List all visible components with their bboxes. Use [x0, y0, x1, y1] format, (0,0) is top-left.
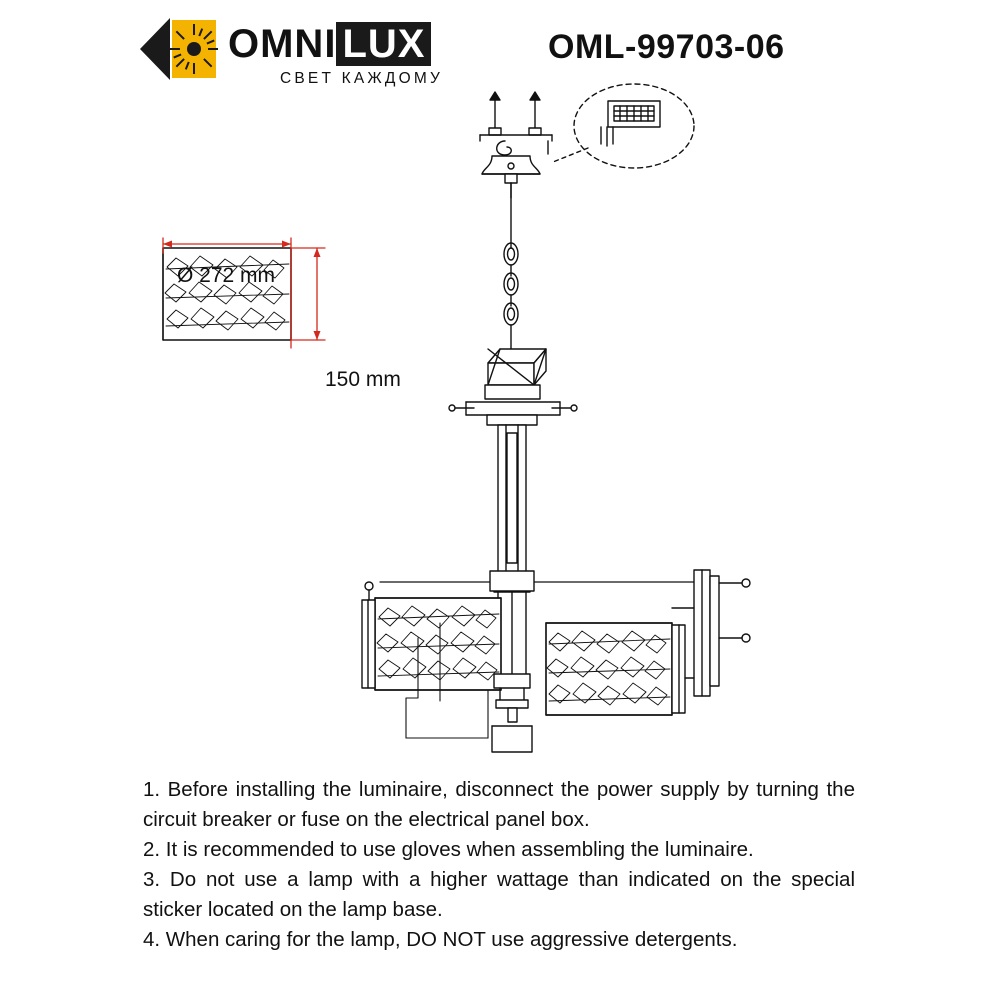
- brand-name-secondary: LUX: [336, 22, 431, 66]
- suspension-chain: [504, 183, 518, 350]
- arm-cross-mount: [449, 349, 577, 425]
- instruction-item-4: 4. When caring for the lamp, DO NOT use aggressive detergents.: [143, 928, 738, 951]
- brand-name-primary: OMNI: [228, 22, 337, 66]
- brand-tagline: СВЕТ КАЖДОМУ: [280, 70, 444, 87]
- brand-wordmark: [228, 20, 431, 68]
- lamp-shade-left: [362, 582, 501, 690]
- ceiling-mount-bracket: [480, 92, 552, 155]
- instruction-item-1: 1. Before installing the luminaire, disconnect the power supply by turning the circuit breaker or fuse on the electrical panel box.: [143, 778, 855, 831]
- bottom-finial: [492, 674, 532, 752]
- dimension-label-diameter: Ø 272 mm: [177, 264, 276, 287]
- assembly-diagram-svg: [0, 78, 1000, 768]
- lamp-arm-bar: [380, 571, 700, 591]
- safety-instructions: [143, 775, 855, 955]
- dimension-label-height: 150 mm: [325, 368, 401, 391]
- assembly-diagram: [0, 78, 1000, 768]
- callout-leader-line: [553, 148, 588, 162]
- dimension-shade-outline: [163, 248, 291, 340]
- instruction-item-2: 2. It is recommended to use gloves when assembling the luminaire.: [143, 838, 754, 861]
- instruction-item-3: 3. Do not use a lamp with a higher wattage than indicated on the special sticker located on the lamp base.: [143, 868, 855, 921]
- lamp-shade-right: [546, 623, 685, 715]
- model-code: OML-99703-06: [548, 28, 785, 66]
- terminal-block-detail: [601, 101, 660, 146]
- omnilux-sunburst-logo-icon: [140, 18, 218, 80]
